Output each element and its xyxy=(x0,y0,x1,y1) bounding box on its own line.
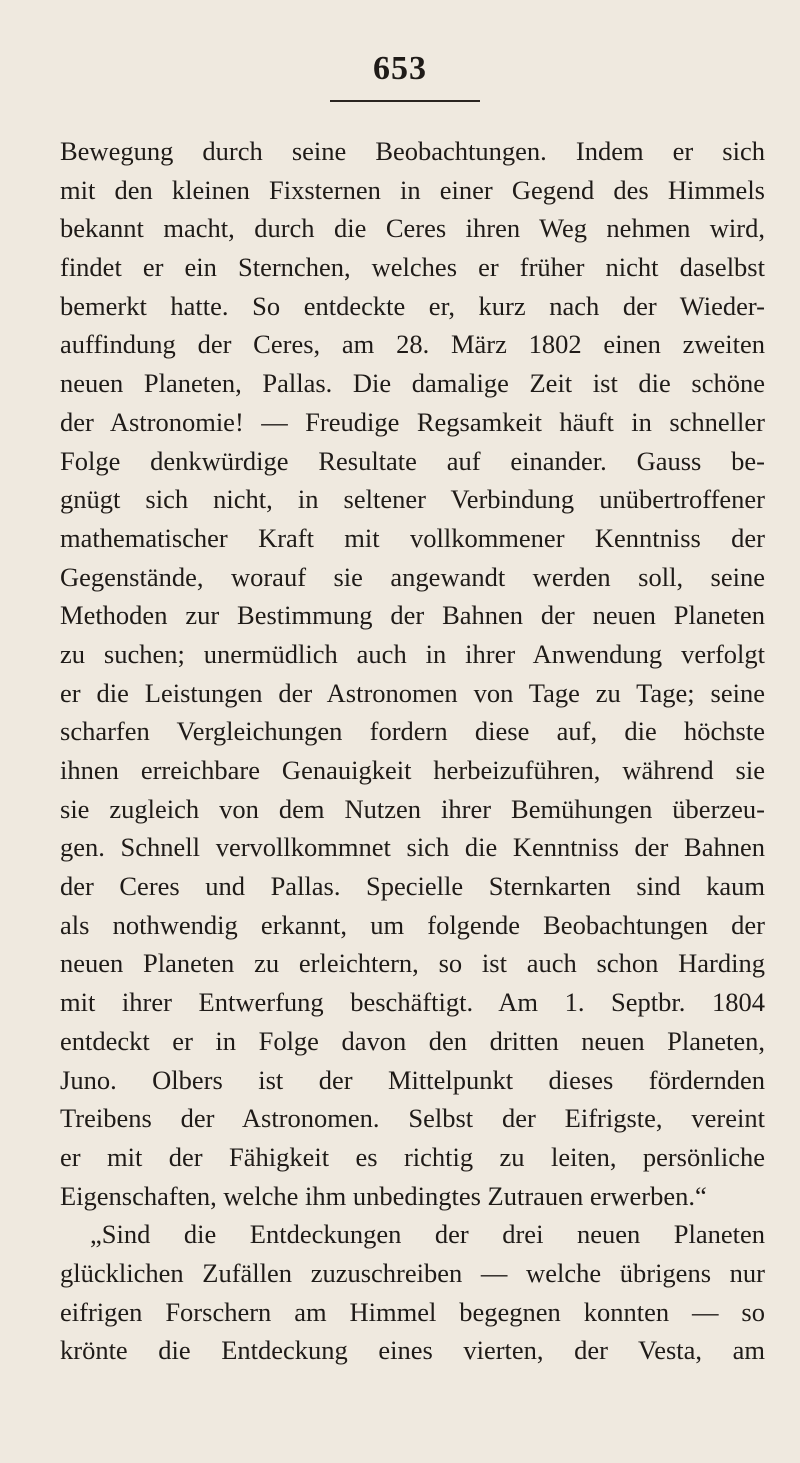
text-line: „Sind die Entdeckungen der drei neuen Planeten xyxy=(90,1219,765,1250)
text-line: er die Leistungen der Astronomen von Tage zu Tage; seine xyxy=(60,677,765,708)
text-line: mit den kleinen Fixsternen in einer Gegend des Himmels xyxy=(60,174,765,205)
text-line: gnügt sich nicht, in seltener Verbindung unübertroffener xyxy=(60,484,765,515)
text-line: der Ceres und Pallas. Specielle Sternkarten sind kaum xyxy=(60,871,765,902)
text-line: er mit der Fähigkeit es richtig zu leiten, persönliche xyxy=(60,1141,765,1172)
header-rule xyxy=(330,100,480,102)
page-number: 653 xyxy=(373,50,427,87)
text-line: auffindung der Ceres, am 28. März 1802 einen zweiten xyxy=(60,329,765,360)
text-line: Juno. Olbers ist der Mittelpunkt dieses fördernden xyxy=(60,1064,765,1095)
text-line: findet er ein Sternchen, welches er früher nicht daselbst xyxy=(60,252,765,283)
text-line: neuen Planeten zu erleichtern, so ist auch schon Harding xyxy=(60,948,765,979)
text-line: sie zugleich von dem Nutzen ihrer Bemühungen überzeu- xyxy=(60,793,765,824)
text-line: als nothwendig erkannt, um folgende Beobachtungen der xyxy=(60,909,765,940)
text-line: krönte die Entdeckung eines vierten, der Vesta, am xyxy=(60,1335,765,1366)
body-text xyxy=(60,132,765,1370)
text-line: Gegenstände, worauf sie angewandt werden soll, seine xyxy=(60,561,765,592)
text-line: Treibens der Astronomen. Selbst der Eifrigste, vereint xyxy=(60,1103,765,1134)
text-line: glücklichen Zufällen zuzuschreiben — welche übrigens nur xyxy=(60,1257,765,1288)
text-line: entdeckt er in Folge davon den dritten neuen Planeten, xyxy=(60,1025,765,1056)
text-line: der Astronomie! — Freudige Regsamkeit häuft in schneller xyxy=(60,406,765,437)
text-line: Bewegung durch seine Beobachtungen. Indem er sich xyxy=(60,136,765,166)
text-line: neuen Planeten, Pallas. Die damalige Zeit ist die schöne xyxy=(60,368,765,399)
text-line: Methoden zur Bestimmung der Bahnen der neuen Planeten xyxy=(60,600,765,631)
text-line: gen. Schnell vervollkommnet sich die Kenntniss der Bahnen xyxy=(60,832,765,863)
text-line: Eigenschaften, welche ihm unbedingtes Zutrauen erwerben.“ xyxy=(60,1180,707,1211)
text-line: bemerkt hatte. So entdeckte er, kurz nach der Wieder- xyxy=(60,290,765,321)
text-line: bekannt macht, durch die Ceres ihren Weg nehmen wird, xyxy=(60,213,765,244)
text-line: scharfen Vergleichungen fordern diese auf, die höchste xyxy=(60,716,765,747)
text-line: mit ihrer Entwerfung beschäftigt. Am 1. Septbr. 1804 xyxy=(60,987,765,1018)
text-line: eifrigen Forschern am Himmel begegnen konnten — so xyxy=(60,1296,765,1327)
text-line: mathematischer Kraft mit vollkommener Kenntniss der xyxy=(60,522,765,553)
text-line: Folge denkwürdige Resultate auf einander. Gauss be- xyxy=(60,445,765,476)
text-line: zu suchen; unermüdlich auch in ihrer Anwendung verfolgt xyxy=(60,638,765,669)
text-line: ihnen erreichbare Genauigkeit herbeizuführen, während sie xyxy=(60,755,765,785)
